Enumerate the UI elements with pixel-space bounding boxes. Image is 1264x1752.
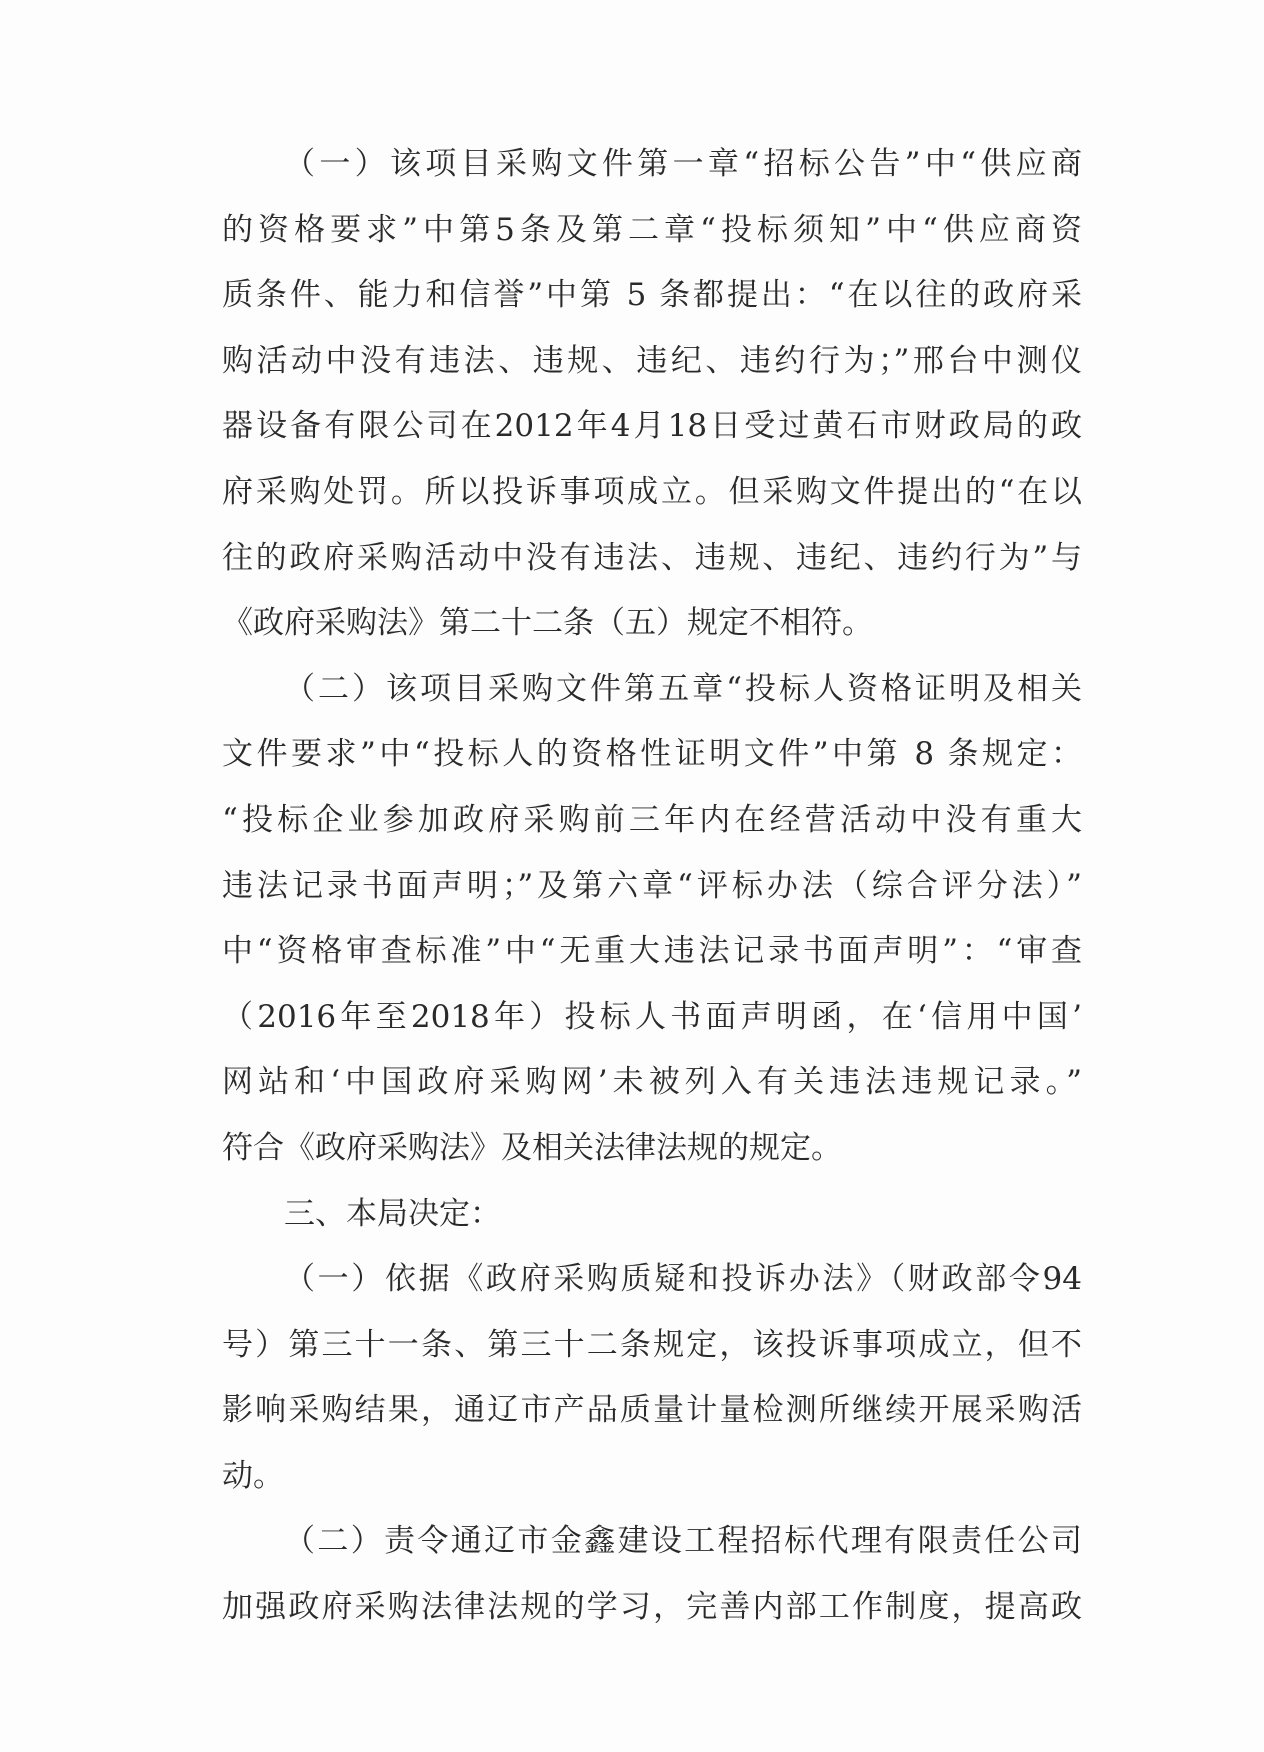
paragraph-line: （二）该项目采购文件第五章“投标人资格证明及相关 [284,670,1082,707]
paragraph-line: （一）该项目采购文件第一章“招标公告”中“供应商 [284,146,1082,182]
paragraph-line: 购活动中没有违法、违规、违纪、违约行为；”邢台中测仪 [222,342,1082,379]
paragraph-line: 加强政府采购法律法规的学习，完善内部工作制度，提高政 [222,1589,1082,1626]
paragraph-line: 号）第三十一条、第三十二条规定，该投诉事项成立，但不 [222,1326,1082,1363]
paragraph-line: 影响采购结果，通辽市产品质量计量检测所继续开展采购活 [222,1392,1082,1429]
paragraph-line: （二）责令通辽市金鑫建设工程招标代理有限责任公司 [284,1523,1082,1560]
paragraph-line: 符合《政府采购法》及相关法律法规的规定。 [222,1129,842,1166]
paragraph-line: 府采购处罚。所以投诉事项成立。但采购文件提出的“在以 [222,473,1082,510]
paragraph-line: 文件要求”中“投标人的资格性证明文件”中第 8 条规定： [222,736,1082,773]
section-heading: 三、本局决定： [284,1195,501,1232]
paragraph-line: 器设备有限公司在2012年4月18日受过黄石市财政局的政 [222,408,1082,445]
paragraph-line: 中“资格审查标准”中“无重大违法记录书面声明”：“审查 [222,933,1082,970]
paragraph-line: 动。 [222,1457,284,1494]
paragraph-line: 往的政府采购活动中没有违法、违规、违纪、违约行为”与 [222,539,1082,576]
paragraph-line: “投标企业参加政府采购前三年内在经营活动中没有重大 [222,801,1082,838]
document-body [222,132,1082,1641]
paragraph-line: 《政府采购法》第二十二条（五）规定不相符。 [222,605,873,642]
paragraph-line: 网站和‘中国政府采购网’未被列入有关违法违规记录。” [222,1064,1082,1101]
paragraph-line: （2016年至2018年）投标人书面声明函，在‘信用中国’ [222,998,1082,1035]
paragraph-line: 质条件、能力和信誉”中第 5 条都提出：“在以往的政府采 [222,277,1082,314]
paragraph-line: （一）依据《政府采购质疑和投诉办法》（财政部令94 [284,1261,1082,1298]
paragraph-line: 违法记录书面声明；”及第六章“评标办法（综合评分法）” [222,867,1082,904]
paragraph-line: 的资格要求”中第5条及第二章“投标须知”中“供应商资 [222,211,1082,248]
